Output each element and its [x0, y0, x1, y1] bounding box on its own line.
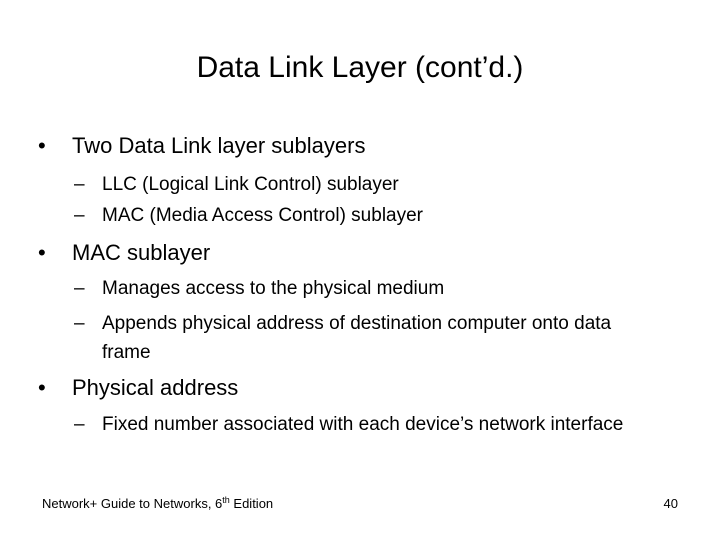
sub-bullet-text: MAC (Media Access Control) sublayer — [102, 205, 423, 226]
footer-source — [42, 495, 273, 513]
bullet-mac-sublayer — [38, 239, 210, 267]
sub-bullet-appends-address — [74, 309, 654, 367]
bullet-mark: • — [38, 240, 46, 265]
sub-bullet-manages-access — [74, 274, 674, 303]
bullet-mark: • — [38, 133, 46, 158]
bullet-two-sublayers — [38, 132, 365, 160]
bullet-text: MAC sublayer — [72, 240, 211, 265]
bullet-mark: • — [38, 375, 46, 400]
sub-bullet-text: Appends physical address of destination computer onto data frame — [102, 313, 612, 363]
sub-bullet-text: Manages access to the physical medium — [102, 278, 445, 299]
footer-source-suffix: Edition — [229, 496, 274, 511]
sub-bullet-text: LLC (Logical Link Control) sublayer — [102, 174, 399, 195]
bullet-text: Physical address — [72, 375, 239, 400]
dash-mark: – — [74, 313, 85, 334]
dash-mark: – — [74, 414, 85, 435]
footer-source-sup: th — [222, 495, 230, 505]
sub-bullet-llc — [74, 170, 674, 199]
dash-mark: – — [74, 205, 85, 226]
sub-bullet-mac — [74, 201, 674, 230]
sub-bullet-text: Fixed number associated with each device’s network interface — [102, 414, 624, 435]
page-number: 40 — [663, 496, 678, 511]
slide-title: Data Link Layer (cont’d.) — [196, 51, 524, 84]
bullet-text: Two Data Link layer sublayers — [72, 133, 366, 158]
dash-mark: – — [74, 174, 85, 195]
bullet-physical-address — [38, 374, 238, 402]
sub-bullet-fixed-number — [74, 410, 684, 439]
dash-mark: – — [74, 278, 85, 299]
footer-source-prefix: Network+ Guide to Networks, 6 — [42, 496, 223, 511]
